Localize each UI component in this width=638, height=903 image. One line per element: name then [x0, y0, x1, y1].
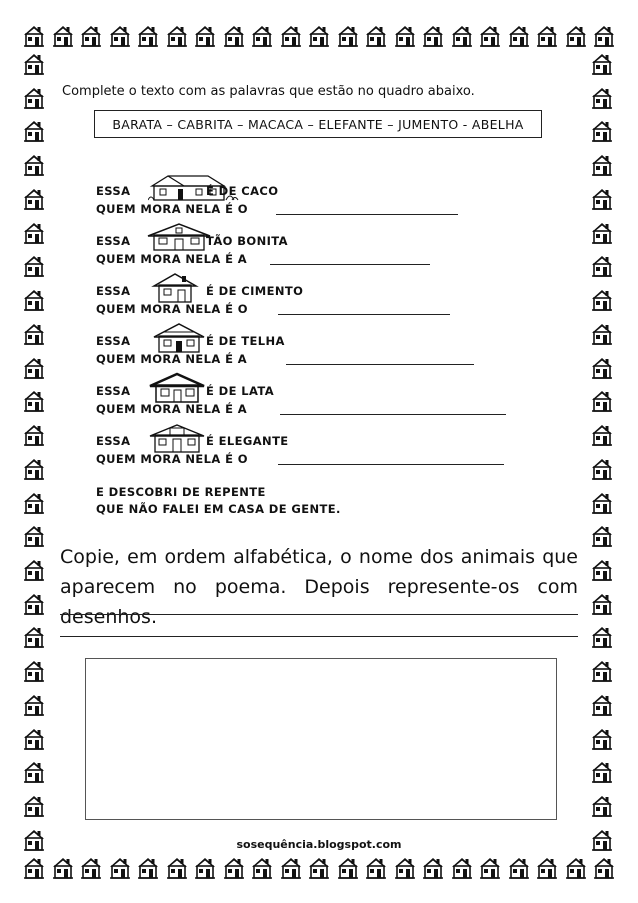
- border-house-icon: [364, 24, 388, 48]
- right-border: [590, 52, 616, 852]
- border-house-icon: [590, 153, 614, 177]
- instruction-text: Complete o texto com as palavras que estão no quadro abaixo.: [62, 84, 475, 99]
- stanza-line2: QUEM MORA NELA É O: [96, 452, 248, 466]
- border-house-icon: [22, 119, 46, 143]
- border-house-icon: [193, 24, 217, 48]
- border-house-icon: [393, 24, 417, 48]
- border-house-icon: [478, 856, 502, 880]
- border-house-icon: [590, 558, 614, 582]
- answer-blank[interactable]: [286, 364, 474, 365]
- border-house-icon: [590, 491, 614, 515]
- poem-stanza: [96, 172, 536, 222]
- poem-stanza: [96, 322, 536, 372]
- border-house-icon: [22, 356, 46, 380]
- border-house-icon: [22, 856, 46, 880]
- border-house-icon: [22, 693, 46, 717]
- border-house-icon: [535, 856, 559, 880]
- tin-house-icon: [146, 372, 208, 404]
- border-house-icon: [507, 24, 531, 48]
- footer-credit: sosequência.blogspot.com: [236, 838, 402, 851]
- poem-stanza: [96, 272, 536, 322]
- border-house-icon: [590, 86, 614, 110]
- border-house-icon: [279, 24, 303, 48]
- border-house-icon: [22, 524, 46, 548]
- writing-line[interactable]: [60, 614, 578, 615]
- border-house-icon: [590, 254, 614, 278]
- border-house-icon: [307, 856, 331, 880]
- small-house-icon: [150, 272, 200, 304]
- border-house-icon: [79, 856, 103, 880]
- border-house-icon: [22, 659, 46, 683]
- border-house-icon: [22, 457, 46, 481]
- tiled-house-icon: [150, 322, 208, 354]
- poem-stanza: [96, 372, 536, 422]
- border-house-icon: [136, 24, 160, 48]
- answer-blank[interactable]: [270, 264, 430, 265]
- border-house-icon: [590, 221, 614, 245]
- poem: [96, 172, 536, 516]
- border-house-icon: [250, 24, 274, 48]
- border-house-icon: [590, 356, 614, 380]
- border-house-icon: [22, 153, 46, 177]
- bottom-border: [22, 856, 616, 882]
- border-house-icon: [590, 52, 614, 76]
- border-house-icon: [507, 856, 531, 880]
- border-house-icon: [108, 24, 132, 48]
- border-house-icon: [307, 24, 331, 48]
- stanza-start: ESSA: [96, 184, 131, 198]
- answer-blank[interactable]: [278, 314, 450, 315]
- ending-line-1: E DESCOBRI DE REPENTE: [96, 485, 266, 499]
- stanza-start: ESSA: [96, 434, 131, 448]
- stanza-end: É DE TELHA: [206, 334, 285, 348]
- border-house-icon: [592, 856, 616, 880]
- stanza-start: ESSA: [96, 384, 131, 398]
- stanza-end: É ELEGANTE: [206, 434, 289, 448]
- border-house-icon: [22, 24, 46, 48]
- border-house-icon: [108, 856, 132, 880]
- border-house-icon: [22, 625, 46, 649]
- border-house-icon: [222, 856, 246, 880]
- border-house-icon: [421, 24, 445, 48]
- border-house-icon: [51, 856, 75, 880]
- border-house-icon: [592, 24, 616, 48]
- task-text: Copie, em ordem alfabética, o nome dos animais que aparecem no poema. Depois represente-os com desenhos.: [60, 546, 578, 628]
- top-border: [22, 24, 616, 50]
- border-house-icon: [22, 592, 46, 616]
- border-house-icon: [336, 24, 360, 48]
- stanza-end: TÃO BONITA: [206, 234, 288, 248]
- poem-ending: [96, 484, 341, 518]
- stanza-end: É DE CIMENTO: [206, 284, 304, 298]
- border-house-icon: [22, 52, 46, 76]
- left-border: [22, 52, 48, 852]
- border-house-icon: [590, 659, 614, 683]
- poem-stanza: [96, 422, 536, 472]
- stanza-line2: QUEM MORA NELA É A: [96, 352, 248, 366]
- border-house-icon: [590, 625, 614, 649]
- border-house-icon: [590, 592, 614, 616]
- stanza-start: ESSA: [96, 234, 131, 248]
- border-house-icon: [165, 856, 189, 880]
- border-house-icon: [450, 24, 474, 48]
- border-house-icon: [590, 322, 614, 346]
- border-house-icon: [421, 856, 445, 880]
- gabled-house-icon: [144, 222, 214, 252]
- elegant-house-icon: [146, 422, 208, 454]
- border-house-icon: [250, 856, 274, 880]
- stanza-line2: QUEM MORA NELA É A: [96, 252, 248, 266]
- border-house-icon: [590, 288, 614, 312]
- border-house-icon: [22, 727, 46, 751]
- border-house-icon: [22, 288, 46, 312]
- border-house-icon: [22, 423, 46, 447]
- poem-stanza: [96, 222, 536, 272]
- ending-line-2: QUE NÃO FALEI EM CASA DE GENTE.: [96, 502, 341, 516]
- border-house-icon: [79, 24, 103, 48]
- border-house-icon: [22, 389, 46, 413]
- border-house-icon: [165, 24, 189, 48]
- border-house-icon: [590, 187, 614, 211]
- border-house-icon: [22, 491, 46, 515]
- border-house-icon: [193, 856, 217, 880]
- border-house-icon: [478, 24, 502, 48]
- border-house-icon: [22, 187, 46, 211]
- stanza-line2: QUEM MORA NELA É O: [96, 302, 248, 316]
- answer-blank[interactable]: [280, 414, 506, 415]
- border-house-icon: [590, 693, 614, 717]
- word-bank-text: BARATA – CABRITA – MACACA – ELEFANTE – JUMENTO - ABELHA: [112, 116, 524, 132]
- border-house-icon: [22, 322, 46, 346]
- border-house-icon: [450, 856, 474, 880]
- border-house-icon: [22, 760, 46, 784]
- stanza-line2: QUEM MORA NELA É A: [96, 402, 248, 416]
- border-house-icon: [590, 389, 614, 413]
- border-house-icon: [564, 24, 588, 48]
- word-bank-box: [94, 110, 542, 138]
- border-house-icon: [590, 457, 614, 481]
- border-house-icon: [279, 856, 303, 880]
- stanza-end: É DE LATA: [206, 384, 275, 398]
- stanza-line2: QUEM MORA NELA É O: [96, 202, 248, 216]
- stanza-end: É DE CACO: [206, 184, 279, 198]
- border-house-icon: [222, 24, 246, 48]
- border-house-icon: [22, 221, 46, 245]
- writing-line[interactable]: [60, 636, 578, 637]
- border-house-icon: [590, 524, 614, 548]
- border-house-icon: [22, 558, 46, 582]
- border-house-icon: [590, 423, 614, 447]
- border-house-icon: [590, 760, 614, 784]
- border-house-icon: [535, 24, 559, 48]
- border-house-icon: [364, 856, 388, 880]
- border-house-icon: [336, 856, 360, 880]
- border-house-icon: [590, 727, 614, 751]
- border-house-icon: [136, 856, 160, 880]
- border-house-icon: [590, 794, 614, 818]
- stanza-start: ESSA: [96, 334, 131, 348]
- border-house-icon: [51, 24, 75, 48]
- border-house-icon: [22, 86, 46, 110]
- stanza-start: ESSA: [96, 284, 131, 298]
- border-house-icon: [590, 119, 614, 143]
- border-house-icon: [393, 856, 417, 880]
- drawing-box[interactable]: [85, 658, 557, 820]
- answer-blank[interactable]: [276, 214, 458, 215]
- border-house-icon: [564, 856, 588, 880]
- border-house-icon: [22, 794, 46, 818]
- border-house-icon: [22, 254, 46, 278]
- answer-blank[interactable]: [278, 464, 504, 465]
